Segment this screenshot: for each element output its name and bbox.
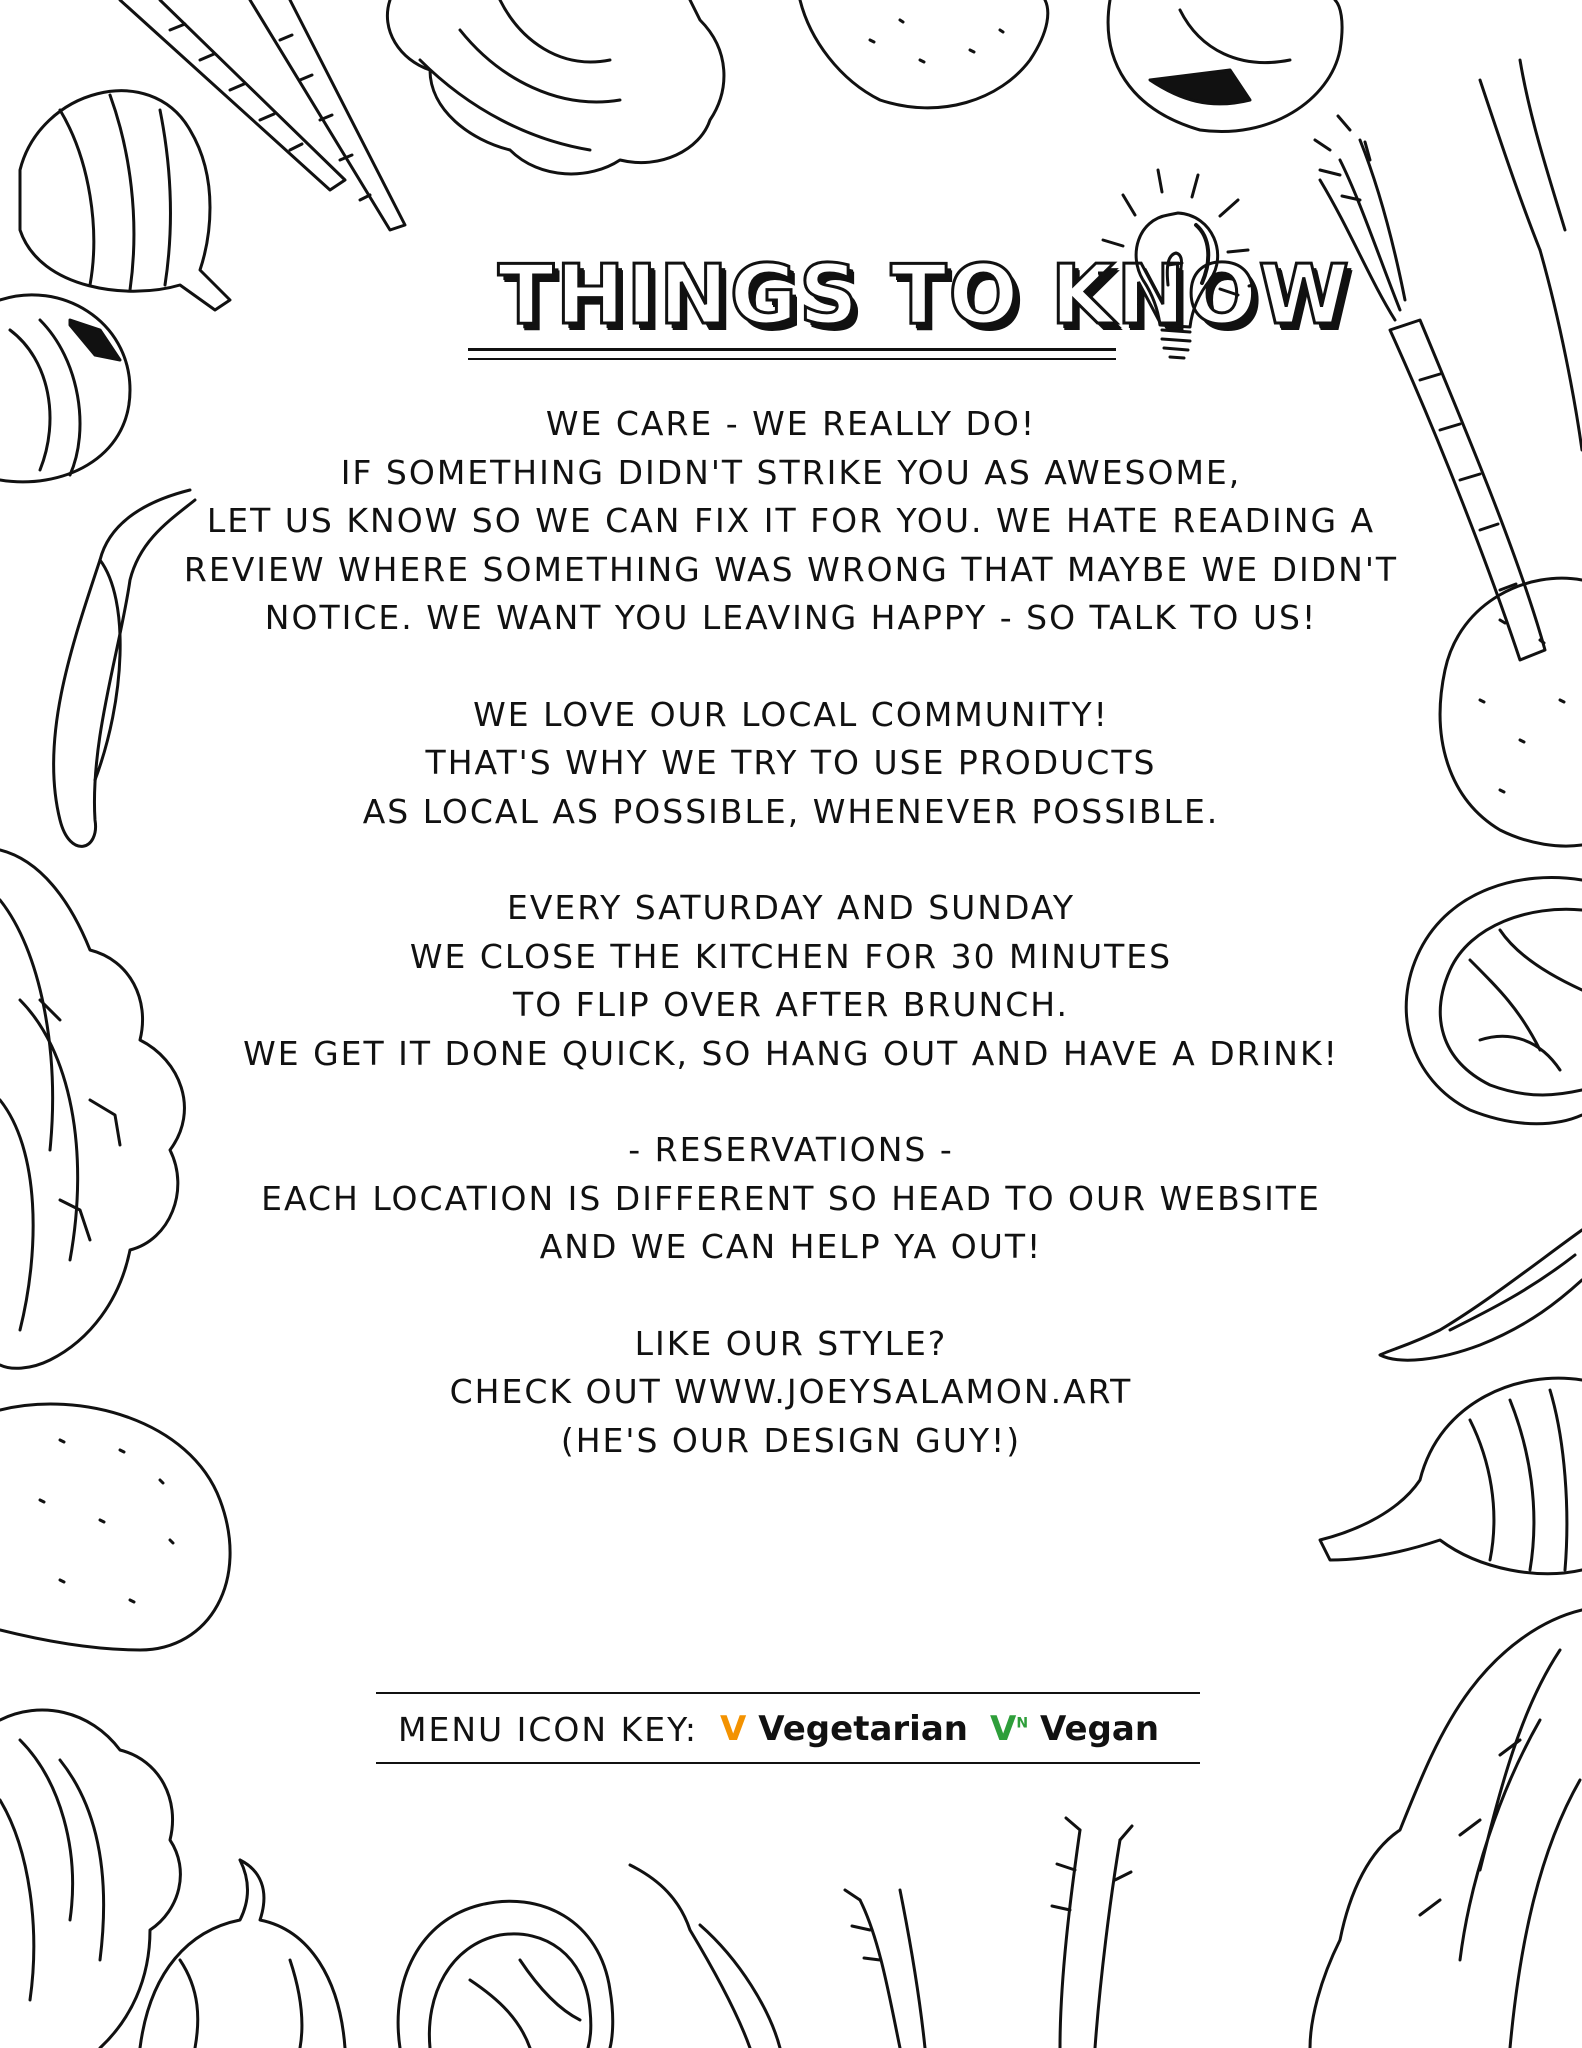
feedback-paragraph bbox=[170, 400, 1412, 643]
text-line: TO FLIP OVER AFTER BRUNCH. bbox=[513, 985, 1069, 1024]
carrot-icon bbox=[845, 1818, 1132, 2048]
light-bulb-icon bbox=[1098, 165, 1298, 375]
text-line: CHECK OUT WWW.JOEYSALAMON.ART bbox=[449, 1372, 1133, 1411]
potato-icon bbox=[800, 0, 1048, 108]
text-line: THAT'S WHY WE TRY TO USE PRODUCTS bbox=[425, 743, 1157, 782]
onion-icon bbox=[140, 1860, 345, 2048]
reservations-paragraph bbox=[170, 1126, 1412, 1272]
title-underline-thin bbox=[468, 358, 1116, 360]
lettuce-icon bbox=[0, 850, 184, 1368]
info-body bbox=[170, 400, 1412, 1513]
text-line: NOTICE. WE WANT YOU LEAVING HAPPY - SO TALK TO US! bbox=[264, 598, 1318, 637]
carrot-icon bbox=[120, 0, 405, 230]
tomato-slice-icon bbox=[1406, 878, 1582, 1124]
lettuce-icon bbox=[1310, 1610, 1582, 2048]
vegetarian-icon: V bbox=[719, 1709, 747, 1749]
text-line: WE CARE - WE REALLY DO! bbox=[545, 404, 1037, 443]
text-line: LET US KNOW SO WE CAN FIX IT FOR YOU. WE HATE READING A bbox=[206, 501, 1376, 540]
vegan-key bbox=[990, 1709, 1159, 1749]
text-line: LIKE OUR STYLE? bbox=[634, 1323, 948, 1363]
garlic-icon bbox=[20, 91, 230, 310]
vegetarian-label: Vegetarian bbox=[758, 1709, 968, 1749]
onion-icon bbox=[1108, 0, 1342, 132]
text-line: AND WE CAN HELP YA OUT! bbox=[539, 1227, 1043, 1266]
text-line: IF SOMETHING DIDN'T STRIKE YOU AS AWESOME, bbox=[340, 452, 1242, 492]
title-block bbox=[468, 240, 1352, 360]
key-top-rule bbox=[376, 1692, 1200, 1694]
page-title: THINGS TO KNOW bbox=[498, 248, 1352, 343]
local-community-paragraph bbox=[170, 691, 1412, 837]
text-line: - RESERVATIONS - bbox=[628, 1130, 954, 1169]
key-row bbox=[398, 1706, 1159, 1752]
tomato-slice-icon bbox=[398, 1901, 613, 2048]
design-credit-paragraph bbox=[170, 1320, 1412, 1466]
vegetarian-key bbox=[720, 1709, 968, 1749]
onion-icon bbox=[0, 295, 130, 482]
lettuce-icon bbox=[387, 0, 724, 174]
text-line: AS LOCAL AS POSSIBLE, WHENEVER POSSIBLE. bbox=[362, 791, 1220, 831]
chili-pepper-icon bbox=[630, 1865, 780, 2048]
text-line: WE LOVE OUR LOCAL COMMUNITY! bbox=[473, 694, 1109, 734]
key-label: MENU ICON KEY: bbox=[398, 1709, 698, 1749]
vegan-icon: $V^N$ bbox=[989, 1709, 1029, 1749]
title-underline bbox=[468, 348, 1116, 351]
key-bottom-rule bbox=[376, 1762, 1200, 1764]
vegan-label: Vegan bbox=[1040, 1709, 1160, 1749]
kitchen-closure-paragraph bbox=[170, 884, 1412, 1078]
text-line: EACH LOCATION IS DIFFERENT SO HEAD TO OUR WEBSITE bbox=[261, 1178, 1321, 1218]
text-line: WE CLOSE THE KITCHEN FOR 30 MINUTES bbox=[409, 936, 1173, 976]
text-line: EVERY SATURDAY AND SUNDAY bbox=[507, 888, 1075, 927]
potato-icon bbox=[1440, 578, 1582, 846]
text-line: (HE'S OUR DESIGN GUY!) bbox=[560, 1420, 1022, 1460]
menu-icon-key bbox=[376, 1692, 1200, 1764]
text-line: WE GET IT DONE QUICK, SO HANG OUT AND HAVE A DRINK! bbox=[243, 1033, 1339, 1073]
text-line: REVIEW WHERE SOMETHING WAS WRONG THAT MAYBE WE DIDN'T bbox=[183, 549, 1399, 589]
